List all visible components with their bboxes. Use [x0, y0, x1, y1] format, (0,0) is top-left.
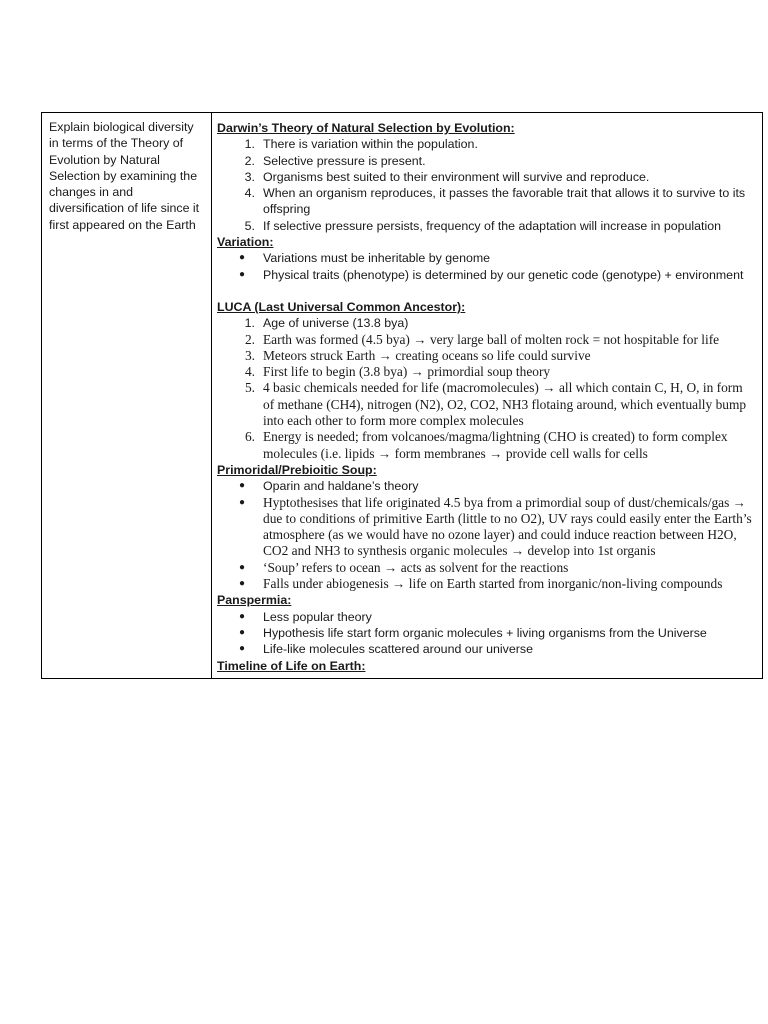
list-item: 6. Energy is needed; from volcanoes/magma/lightning (CHO is created) to form complex molecules (i.e. lipids → form membranes → provide cell walls for cells	[217, 429, 754, 462]
list-item: 2. Selective pressure is present.	[217, 153, 754, 169]
list-item: ● Hyptothesises that life originated 4.5 bya from a primordial soup of dust/chemicals/gas → due to conditions of primitive Earth (little to no O2), UV rays could easily enter the Earth’s atmosphere (as we would have no ozone layer) and could induce reaction between H2O, CO2 and NH3 to synthesis organic molecules → develop into 1st organis	[239, 494, 752, 559]
list-item: 1. Age of universe (13.8 bya)	[217, 315, 754, 331]
list-item: ● Hypothesis life start form organic molecules + living organisms from the Universe	[239, 625, 707, 640]
notes-cell	[212, 113, 762, 678]
panspermia-heading: Panspermia:	[217, 593, 292, 608]
list-number: 1.	[244, 316, 255, 331]
bullet-icon: ●	[239, 496, 246, 508]
content-table	[41, 112, 763, 679]
list-item: ● ‘Soup’ refers to ocean → acts as solvent for the reactions	[239, 559, 569, 575]
list-item: 2. Earth was formed (4.5 bya) → very large ball of molten rock = not hospitable for life	[217, 332, 754, 348]
variation-heading: Variation:	[217, 235, 274, 250]
panspermia-list	[217, 609, 754, 658]
list-item: 1. There is variation within the population.	[217, 136, 754, 152]
bullet-icon: ●	[239, 268, 246, 280]
list-item: 3. Organisms best suited to their environment will survive and reproduce.	[217, 169, 754, 185]
soup-list	[217, 478, 754, 592]
list-item: 5. If selective pressure persists, frequency of the adaptation will increase in population	[217, 218, 754, 234]
list-number: 5.	[244, 218, 255, 233]
bullet-icon: ●	[239, 643, 246, 655]
luca-list	[217, 315, 754, 462]
soup-heading: Primoridal/Prebioitic Soup:	[217, 462, 377, 477]
list-number: 3.	[244, 169, 255, 184]
list-item: ● Life-like molecules scattered around our universe	[239, 642, 533, 657]
bullet-icon: ●	[239, 480, 246, 492]
bullet-icon: ●	[239, 626, 246, 638]
list-item: ● Oparin and haldane’s theory	[239, 479, 419, 494]
bullet-icon: ●	[239, 561, 246, 573]
list-number: 2.	[244, 153, 255, 168]
list-number: 4.	[244, 186, 255, 201]
variation-list	[217, 250, 754, 283]
list-item: ● Physical traits (phenotype) is determined by our genetic code (genotype) + environment	[239, 267, 744, 282]
list-number: 2.	[244, 331, 255, 347]
list-number: 3.	[244, 347, 255, 363]
list-item: 4. First life to begin (3.8 bya) → primordial soup theory	[217, 364, 754, 380]
timeline-heading: Timeline of Life on Earth:	[217, 658, 366, 673]
list-item: 4. When an organism reproduces, it passes the favorable trait that allows it to survive to its offspring	[217, 185, 754, 218]
bullet-icon: ●	[239, 578, 246, 590]
list-number: 1.	[244, 137, 255, 152]
spacer	[217, 283, 754, 299]
list-item: 3. Meteors struck Earth → creating oceans so life could survive	[217, 348, 754, 364]
list-item: ● Variations must be inheritable by genome	[239, 251, 491, 266]
bullet-icon: ●	[239, 252, 246, 264]
list-number: 5.	[244, 380, 255, 396]
list-item: 5. 4 basic chemicals needed for life (macromolecules) → all which contain C, H, O, in form of methane (CH4), nitrogen (N2), O2, CO2, NH3 flotaing around, which eventually bump into each other to form more complex molecules	[217, 380, 754, 429]
luca-heading: LUCA (Last Universal Common Ancestor):	[217, 299, 466, 314]
list-item: ● Falls under abiogenesis → life on Earth started from inorganic/non-living compounds	[239, 576, 723, 592]
outcome-text: Explain biological diversity in terms of the Theory of Evolution by Natural Selection by examining the changes in and diversification of life since it first appeared on the Earth	[49, 120, 200, 232]
darwin-heading: Darwin’s Theory of Natural Selection by Evolution:	[217, 121, 515, 135]
list-number: 4.	[244, 364, 255, 380]
bullet-icon: ●	[239, 610, 246, 622]
outcome-cell	[42, 113, 212, 678]
list-item: ● Less popular theory	[239, 609, 372, 624]
darwin-list	[217, 136, 754, 234]
list-number: 6.	[244, 429, 255, 445]
